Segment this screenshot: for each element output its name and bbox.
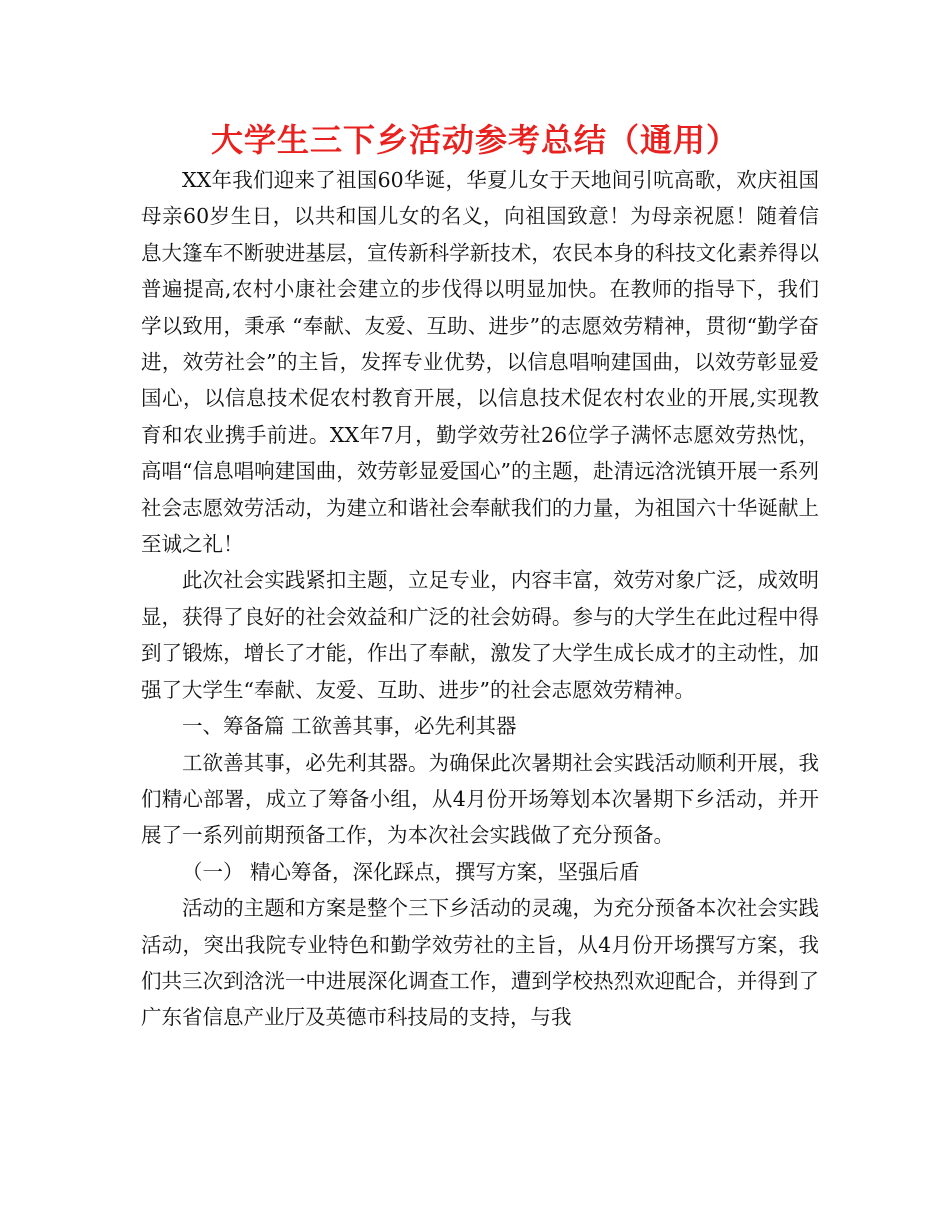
section-heading-preparation: 一、筹备篇 工欲善其事，必先利其器 (182, 714, 517, 739)
paragraph-planning: 活动的主题和方案是整个三下乡活动的灵魂，为充分预备本次社会实践活动，突出我院专业特色和勤学效劳社的主旨，从4月份开场撰写方案，我们共三次到浛洸一中进展深化调查工作，遭到学校热烈欢迎配合，并得到了广东省信息产业厅及英德市科技局的支持，与我 (141, 896, 819, 1030)
paragraph-preparation: 工欲善其事，必先利其器。为确保此次暑期社会实践活动顺利开展，我们精心部署，成立了筹备小组，从4月份开场筹划本次暑期下乡活动，并开展了一系列前期预备工作，为本次社会实践做了充分预备。 (141, 750, 819, 848)
paragraph-intro: XX年我们迎来了祖国60华诞，华夏儿女于天地间引吭高歌，欢庆祖国母亲60岁生日，以共和国儿女的名义，向祖国致意！为母亲祝愿！随着信息大篷车不断驶进基层，宣传新科学新技术，农民本身的科技文化素养得以普遍提高,农村小康社会建立的步伐得以明显加快。在教师的指导下，我们学以致用，秉承 “奉献、友爱、互助、进步”的志愿效劳精神，贯彻“勤学奋进，效劳社会”的主旨，发挥专业优势，以信息唱响建国曲，以效劳彰显爱国心，以信息技术促农村教育开展，以信息技术促农村农业的开展,实现教育和农业携手前进。XX年7月，勤学效劳社26位学子满怀志愿效劳热忱，高唱“信息唱响建国曲，效劳彰显爱国心”的主题，赴清远浛洸镇开展一系列社会志愿效劳活动，为建立和谐社会奉献我们的力量，为祖国六十华诞献上至诚之礼！ (141, 168, 819, 557)
document-body (141, 162, 819, 1036)
subsection-heading-planning: （一） 精心筹备，深化踩点，撰写方案，坚强后盾 (182, 859, 640, 884)
paragraph-practice-summary: 此次社会实践紧扣主题，立足专业，内容丰富，效劳对象广泛，成效明显，获得了良好的社会效益和广泛的社会妨碍。参与的大学生在此过程中得到了锻炼，增长了才能，作出了奉献，激发了大学生成长成才的主动性，加强了大学生“奉献、友爱、互助、进步”的社会志愿效劳精神。 (141, 568, 819, 702)
document-title: 大学生三下乡活动参考总结（通用） (210, 121, 739, 159)
